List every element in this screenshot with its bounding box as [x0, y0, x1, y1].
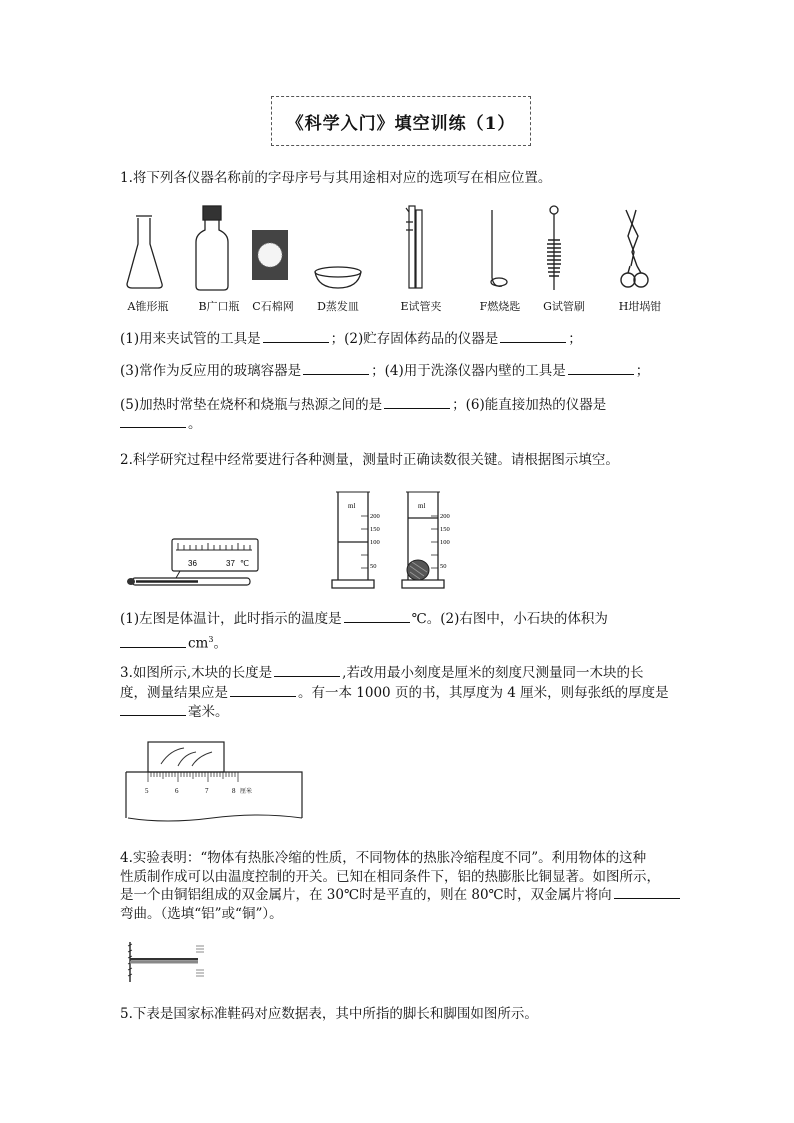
answer-blank[interactable] — [120, 702, 186, 716]
cylinder-tick-100: 100 — [370, 539, 380, 546]
ruler-unit: 厘米 — [240, 788, 253, 795]
q1-instruments-figure — [110, 200, 690, 300]
answer-blank[interactable] — [120, 414, 186, 428]
thermometer-label-36: 36 — [188, 559, 197, 568]
cylinder-tick-50: 50 — [370, 563, 377, 570]
crucible-tongs-icon — [621, 210, 648, 287]
cylinder-tick-50: 50 — [440, 563, 447, 570]
measuring-cylinder-stone-figure — [400, 488, 460, 596]
q3-line-2: 度，测量结果应是 。有一本 1000 页的书，其厚度为 4 厘米，则每张纸的厚度是 — [120, 685, 669, 701]
cylinder-tick-150: 150 — [370, 526, 380, 533]
q3-line-1: 3.如图所示,木块的长度是 ,若改用最小刻度是厘米的刻度尺测量同一木块的长 — [120, 665, 644, 681]
ruler-number-8: 8 — [232, 787, 236, 795]
q1-line-4: 。 — [120, 414, 202, 434]
q2-line-2: $cm^3$。 — [120, 630, 227, 654]
clinical-thermometer-figure — [126, 538, 266, 590]
answer-blank[interactable] — [500, 329, 566, 343]
test-tube-brush-icon — [547, 206, 561, 290]
cylinder-tick-100: 100 — [440, 539, 450, 546]
thermometer-unit: ℃ — [240, 559, 249, 568]
bimetallic-strip-figure — [126, 940, 216, 984]
answer-blank[interactable] — [614, 885, 680, 899]
q4-line-2: 性质制作成可以由温度控制的开关。已知在相同条件下，铝的热膨胀比铜显著。如图所示， — [120, 869, 660, 885]
asbestos-gauze-icon — [252, 230, 288, 280]
thermometer-label-37: 37 — [226, 559, 235, 568]
instrument-label-e: E试管夹 — [400, 300, 442, 313]
answer-blank[interactable] — [303, 361, 369, 375]
answer-blank[interactable] — [263, 329, 329, 343]
conical-flask-icon — [127, 216, 162, 288]
q2-line-1: (1)左图是体温计，此时指示的温度是 ℃。(2)右图中，小石块的体积为 — [120, 611, 608, 627]
cylinder-unit: ml — [348, 502, 356, 510]
combustion-spoon-icon — [491, 210, 507, 286]
wide-mouth-bottle-icon — [196, 206, 228, 290]
cylinder-tick-200: 200 — [370, 513, 380, 520]
instrument-label-d: D蒸发皿 — [317, 300, 359, 313]
q1-line-2: (3)常作为反应用的玻璃容器是 ；(4)用于洗涤仪器内壁的工具是 ； — [120, 363, 650, 379]
instrument-label-g: G试管刷 — [543, 300, 585, 313]
q2-stem: 2.科学研究过程中经常要进行各种测量，测量时正确读数很关键。请根据图示填空。 — [120, 452, 619, 468]
q3-line-3: 毫米。 — [120, 702, 229, 722]
instrument-label-b: B广口瓶 — [198, 300, 240, 313]
q4-line-3: 是一个由铜铝组成的双金属片，在 30℃时是平直的，则在 80℃时，双金属片将向 — [120, 885, 682, 905]
cylinder-tick-150: 150 — [440, 526, 450, 533]
answer-blank[interactable] — [384, 395, 450, 409]
stone-icon — [407, 560, 429, 580]
test-tube-holder-icon — [406, 206, 422, 288]
q4-line-4: 弯曲。（选填“铝”或“铜”）。 — [120, 906, 283, 922]
answer-blank[interactable] — [344, 609, 410, 623]
instrument-label-c: C石棉网 — [252, 300, 294, 313]
q1-line-3: (5)加热时常垫在烧杯和烧瓶与热源之间的是 ；(6)能直接加热的仪器是 — [120, 397, 607, 413]
answer-blank[interactable] — [274, 663, 340, 677]
instrument-label-a: A锥形瓶 — [127, 300, 169, 313]
ruler-number-6: 6 — [175, 787, 179, 795]
q1-stem: 1.将下列各仪器名称前的字母序号与其用途相对应的选项写在相应位置。 — [120, 170, 552, 186]
q4-line-1: 4.实验表明：“物体有热胀冷缩的性质，不同物体的热胀冷缩程度不同”。利用物体的这种 — [120, 850, 647, 866]
answer-blank[interactable] — [120, 634, 186, 648]
ruler-wood-block-figure — [126, 740, 302, 824]
ruler-number-5: 5 — [145, 787, 149, 795]
wood-block — [148, 742, 224, 772]
evaporating-dish-icon — [315, 267, 361, 288]
answer-blank[interactable] — [568, 361, 634, 375]
instrument-label-h: H坩埚钳 — [618, 300, 662, 313]
ruler-number-7: 7 — [205, 787, 209, 795]
cylinder-unit: ml — [418, 502, 426, 510]
q5-stem: 5.下表是国家标准鞋码对应数据表，其中所指的脚长和脚围如图所示。 — [120, 1006, 538, 1022]
cylinder-tick-200: 200 — [440, 513, 450, 520]
instrument-label-f: F燃烧匙 — [479, 300, 521, 313]
page-title: 《科学入门》填空训练（1） — [271, 96, 531, 146]
answer-blank[interactable] — [230, 683, 296, 697]
q1-line-1: (1)用来夹试管的工具是 ；(2)贮存固体药品的仪器是 ； — [120, 331, 582, 347]
measuring-cylinder-water-figure — [330, 488, 390, 596]
